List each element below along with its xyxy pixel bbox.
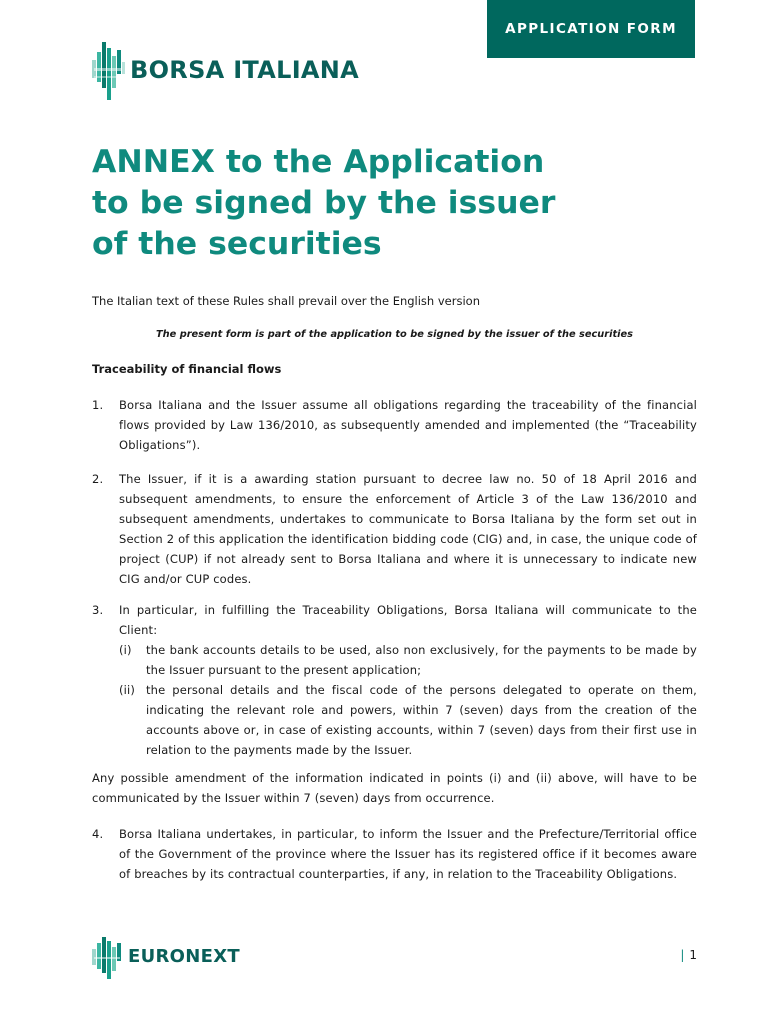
list-item-number: 1. [92,398,104,412]
list-item-1 [92,395,697,455]
section-heading: Traceability of financial flows [92,362,282,376]
form-part-note: The present form is part of the application to be signed by the issuer of the securities [155,329,633,340]
borsa-italiana-wordmark: BORSA ITALIANA [130,56,360,84]
page-number [652,948,697,962]
title-line-1: ANNEX to the Application [92,144,545,180]
amendment-note: Any possible amendment of the information indicated in points (i) and (ii) above, will have to be communicated by the Issuer within 7 (seven) days from occurrence. [92,771,697,805]
sub-item-i [119,640,697,680]
sub-item-text: the personal details and the fiscal code of the persons delegated to operate on them, indicating the relevant role and powers, within 7 (seven) days from the creation of the accounts above or, in case of existing accounts, within 7 (seven) days from their first use in relation to the payments made by the Issuer. [146,683,697,757]
title-line-2: to be signed by the issuer [92,185,556,221]
list-item-4 [92,824,697,884]
sub-item-label: (i) [119,643,132,657]
application-form-banner [487,0,695,58]
sub-item-text: the bank accounts details to be used, also non exclusively, for the payments to be made by the Issuer pursuant to the present application; [146,643,697,677]
euronext-logo [90,935,290,979]
list-item-text: In particular, in fulfilling the Traceability Obligations, Borsa Italiana will communicate to the Client: [119,603,697,637]
list-item-number: 4. [92,827,104,841]
euronext-wordmark: EURONEXT [128,946,240,967]
list-item-text: The Issuer, if it is a awarding station pursuant to decree law no. 50 of 18 April 2016 and subsequent amendments, to ensure the enforcement of Article 3 of the Law 136/2010 and subsequent amendments, undertakes to communicate to Borsa Italiana by the form set out in Section 2 of this application the identification bidding code (CIG) and, in case, the unique code of project (CUP) if not already sent to Borsa Italiana and where it is unnecessary to indicate new CIG and/or CUP codes. [119,472,697,586]
title-line-3: of the securities [92,226,382,262]
list-item-number: 2. [92,472,104,486]
sub-item-ii [119,680,697,760]
list-item-number: 3. [92,603,104,617]
page-title [92,142,652,265]
sub-item-label: (ii) [119,683,135,697]
borsa-italiana-logo [90,38,390,102]
page-number-separator: | [680,948,685,962]
list-item-2 [92,469,697,589]
list-item-text: Borsa Italiana and the Issuer assume all obligations regarding the traceability of the financial flows provided by Law 136/2010, as subsequently amended and implemented (the “Traceability Obligations”). [119,398,697,452]
list-item-3 [92,600,697,760]
language-prevail-note: The Italian text of these Rules shall prevail over the English version [92,294,480,308]
page-number-value: 1 [689,948,697,962]
banner-label: APPLICATION FORM [505,21,677,37]
borsa-italiana-logo-mark-icon [90,38,126,100]
list-item-text: Borsa Italiana undertakes, in particular, to inform the Issuer and the Prefecture/Territorial office of the Government of the province where the Issuer has its registered office if it becomes aware of breaches by its contractual counterparties, if any, in relation to the Traceability Obligations. [119,827,697,881]
euronext-logo-mark-icon [90,935,124,979]
